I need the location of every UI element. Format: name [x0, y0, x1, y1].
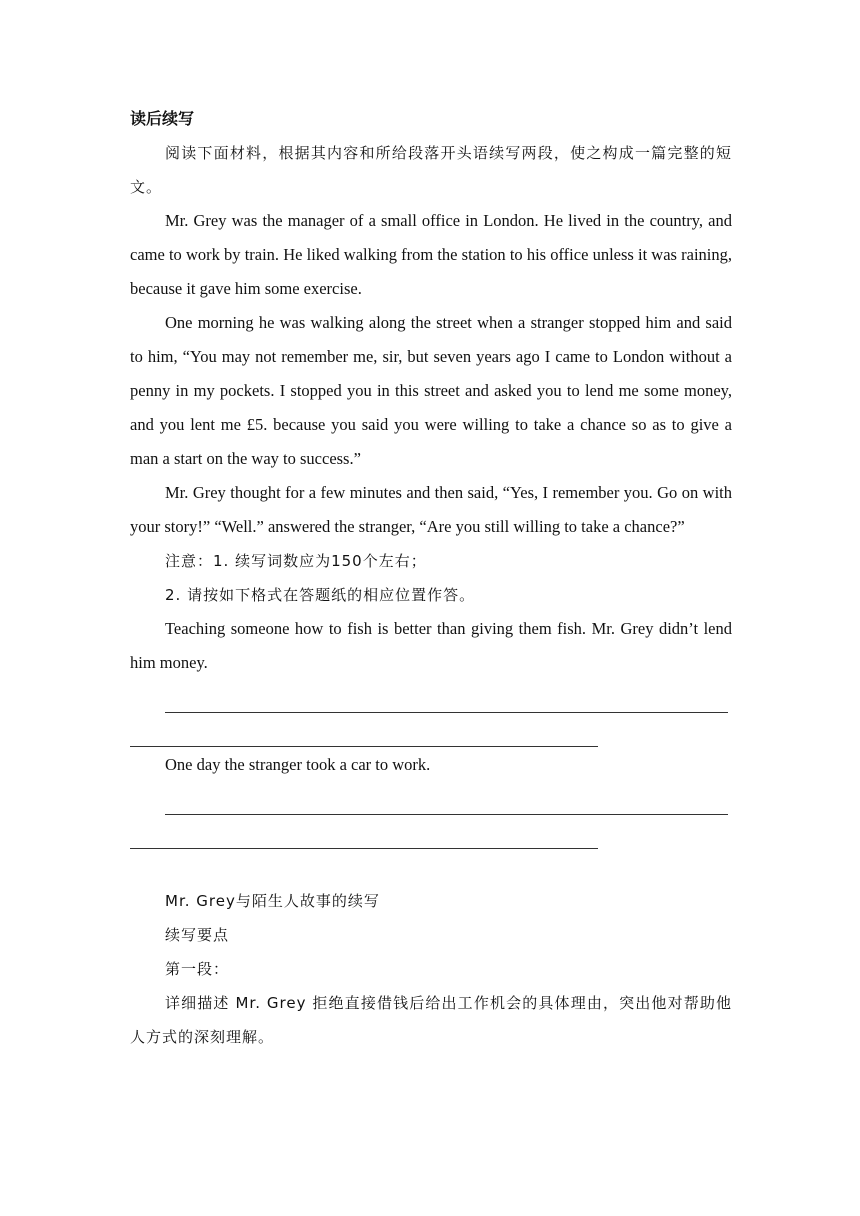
document-page	[130, 102, 732, 1054]
answer-line	[165, 814, 728, 815]
section-title: 读后续写	[130, 109, 195, 128]
answer-line	[130, 848, 598, 849]
blank-spacer	[130, 850, 732, 884]
note-word-count: 注意：1. 续写词数应为150个左右；	[165, 552, 427, 570]
analysis-title: Mr. Grey与陌生人故事的续写	[165, 892, 380, 910]
answer-line	[165, 712, 728, 713]
story-paragraph-3: Mr. Grey thought for a few minutes and then said, “Yes, I remember you. Go on with your story!” “Well.” answered the stranger, “Are you still willing to take a chance?”	[130, 483, 732, 536]
answer-lines-2	[130, 782, 732, 850]
instruction-text: 阅读下面材料，根据其内容和所给段落开头语续写两段，使之构成一篇完整的短文。	[130, 144, 732, 196]
analysis-subtitle: 续写要点	[165, 926, 230, 944]
paragraph-opener-2: One day the stranger took a car to work.	[165, 755, 431, 774]
note-format: 2. 请按如下格式在答题纸的相应位置作答。	[165, 586, 476, 604]
paragraph-opener-1: Teaching someone how to fish is better than giving them fish. Mr. Grey didn’t lend him money.	[130, 619, 732, 672]
analysis-section1-label: 第一段：	[165, 960, 230, 978]
analysis-section1-text: 详细描述 Mr. Grey 拒绝直接借钱后给出工作机会的具体理由，突出他对帮助他人方式的深刻理解。	[130, 994, 732, 1046]
answer-lines-1	[130, 680, 732, 748]
answer-line	[130, 746, 598, 747]
story-paragraph-2: One morning he was walking along the street when a stranger stopped him and said to him, “You may not remember me, sir, but seven years ago I came to London without a penny in my pockets. I stopped you in this street and asked you to lend me some money, and you lent me £5. because you said you were willing to take a chance so as to give a man a start on the way to success.”	[130, 313, 732, 468]
story-paragraph-1: Mr. Grey was the manager of a small office in London. He lived in the country, and came to work by train. He liked walking from the station to his office unless it was raining, because it gave him some exercise.	[130, 211, 732, 298]
